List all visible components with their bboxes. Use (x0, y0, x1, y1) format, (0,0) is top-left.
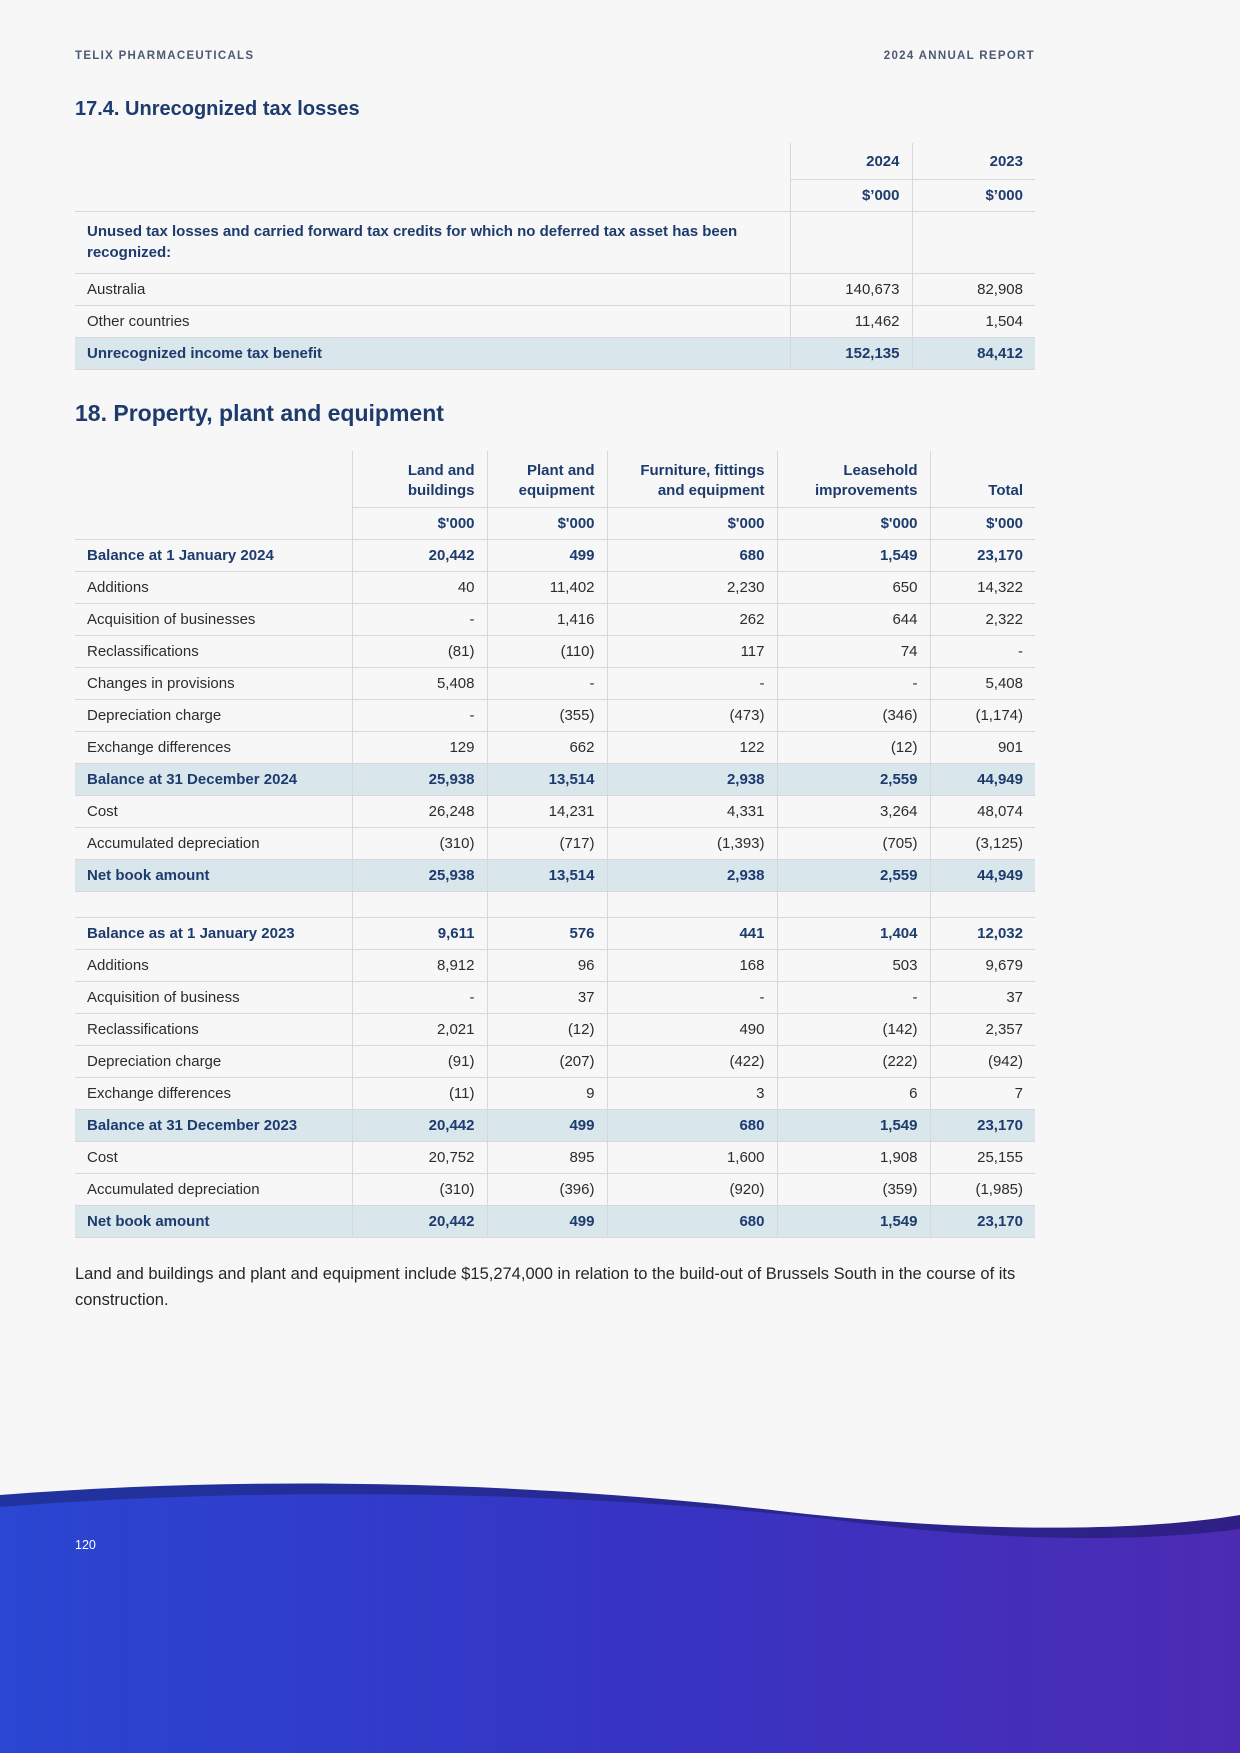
row-value: 20,752 (352, 1142, 487, 1174)
page-header (75, 50, 1035, 62)
row-value: (346) (777, 700, 930, 732)
row-value: (12) (487, 1014, 607, 1046)
empty-header-cell (75, 180, 790, 212)
property-plant-equipment-table (75, 451, 1035, 1238)
row-value: - (487, 668, 607, 700)
table-row (75, 892, 1035, 918)
row-value: - (352, 700, 487, 732)
row-value: (355) (487, 700, 607, 732)
row-value: 37 (487, 982, 607, 1014)
table-row (75, 1014, 1035, 1046)
row-label: Accumulated depreciation (75, 1174, 352, 1206)
row-label: Acquisition of businesses (75, 604, 352, 636)
row-value: 23,170 (930, 1206, 1035, 1238)
row-label: Reclassifications (75, 1014, 352, 1046)
row-value: 499 (487, 540, 607, 572)
row-value: 152,135 (790, 338, 912, 370)
row-value: - (777, 982, 930, 1014)
row-value: 1,504 (912, 306, 1035, 338)
row-value: (12) (777, 732, 930, 764)
row-value: 25,938 (352, 764, 487, 796)
row-value: 2,938 (607, 764, 777, 796)
row-value: 84,412 (912, 338, 1035, 370)
table-row (75, 1110, 1035, 1142)
row-value: (705) (777, 828, 930, 860)
row-value (930, 892, 1035, 918)
row-value: 2,357 (930, 1014, 1035, 1046)
row-value: 2,230 (607, 572, 777, 604)
row-value: - (607, 982, 777, 1014)
table-row (75, 1046, 1035, 1078)
empty-header-cell (75, 508, 352, 540)
row-value: 20,442 (352, 1110, 487, 1142)
row-value: 503 (777, 950, 930, 982)
row-value: 1,404 (777, 918, 930, 950)
row-value: (142) (777, 1014, 930, 1046)
row-value: (473) (607, 700, 777, 732)
row-value: 2,021 (352, 1014, 487, 1046)
row-value: 499 (487, 1110, 607, 1142)
row-value: 662 (487, 732, 607, 764)
row-value: (920) (607, 1174, 777, 1206)
row-value: 5,408 (352, 668, 487, 700)
row-value: 13,514 (487, 764, 607, 796)
row-value: 1,908 (777, 1142, 930, 1174)
row-label: Depreciation charge (75, 700, 352, 732)
row-value: 901 (930, 732, 1035, 764)
row-value: - (352, 604, 487, 636)
section-18-title: 18. Property, plant and equipment (75, 400, 444, 426)
row-value: 5,408 (930, 668, 1035, 700)
row-value: - (607, 668, 777, 700)
column-header-leasehold: Leasehold improvements (777, 451, 930, 508)
row-label: Balance at 31 December 2024 (75, 764, 352, 796)
row-value: 25,155 (930, 1142, 1035, 1174)
year-column-header-2024: 2024 (790, 143, 912, 180)
row-value: 82,908 (912, 274, 1035, 306)
table-row (75, 796, 1035, 828)
row-value: (1,393) (607, 828, 777, 860)
row-value: 1,549 (777, 540, 930, 572)
row-label: Accumulated depreciation (75, 828, 352, 860)
row-value: 6 (777, 1078, 930, 1110)
row-value: 576 (487, 918, 607, 950)
row-value: - (777, 668, 930, 700)
row-value: (81) (352, 636, 487, 668)
row-value: 23,170 (930, 540, 1035, 572)
row-label: Balance at 31 December 2023 (75, 1110, 352, 1142)
row-value: 13,514 (487, 860, 607, 892)
unit-header: $'000 (487, 508, 607, 540)
row-value: 2,559 (777, 764, 930, 796)
row-value: 44,949 (930, 860, 1035, 892)
row-value: 895 (487, 1142, 607, 1174)
row-value: 2,322 (930, 604, 1035, 636)
row-value: 14,322 (930, 572, 1035, 604)
table-row (75, 668, 1035, 700)
row-value: 140,673 (790, 274, 912, 306)
table-row (75, 1142, 1035, 1174)
row-value: 2,938 (607, 860, 777, 892)
row-value: (207) (487, 1046, 607, 1078)
row-label: Exchange differences (75, 732, 352, 764)
intro-text: Unused tax losses and carried forward tax credits for which no deferred tax asset has been recognized: (75, 212, 790, 274)
row-value: 644 (777, 604, 930, 636)
row-value: (222) (777, 1046, 930, 1078)
row-value: 9,679 (930, 950, 1035, 982)
row-value: 9,611 (352, 918, 487, 950)
row-value: 1,549 (777, 1206, 930, 1238)
row-value (777, 892, 930, 918)
unit-header: $’000 (912, 180, 1035, 212)
table-row (75, 1078, 1035, 1110)
table-row (75, 306, 1035, 338)
row-value: 2,559 (777, 860, 930, 892)
row-label: Reclassifications (75, 636, 352, 668)
row-label: Net book amount (75, 860, 352, 892)
row-value: (1,985) (930, 1174, 1035, 1206)
empty-header-cell (75, 451, 352, 508)
row-label (75, 892, 352, 918)
row-value: 48,074 (930, 796, 1035, 828)
row-value: (310) (352, 1174, 487, 1206)
table-row (75, 950, 1035, 982)
table-row (75, 918, 1035, 950)
year-column-header-2023: 2023 (912, 143, 1035, 180)
wave-graphic (0, 1481, 1240, 1753)
row-label: Balance at 1 January 2024 (75, 540, 352, 572)
row-label: Exchange differences (75, 1078, 352, 1110)
row-value: (717) (487, 828, 607, 860)
row-value: 680 (607, 1206, 777, 1238)
unit-header-row (75, 180, 1035, 212)
row-value: 262 (607, 604, 777, 636)
row-value: 74 (777, 636, 930, 668)
row-value: 20,442 (352, 1206, 487, 1238)
row-value: 9 (487, 1078, 607, 1110)
row-value: 37 (930, 982, 1035, 1014)
table-row (75, 1174, 1035, 1206)
footnote-text: Land and buildings and plant and equipment include $15,274,000 in relation to the build-out of Brussels South in the course of its construction. (75, 1265, 1016, 1309)
row-value: 11,402 (487, 572, 607, 604)
row-value: 3,264 (777, 796, 930, 828)
row-value: 129 (352, 732, 487, 764)
footer-wave (0, 1481, 1240, 1753)
row-value: 441 (607, 918, 777, 950)
row-value: (359) (777, 1174, 930, 1206)
table-row (75, 828, 1035, 860)
row-label: Cost (75, 796, 352, 828)
row-value: - (352, 982, 487, 1014)
row-label: Cost (75, 1142, 352, 1174)
row-value: 4,331 (607, 796, 777, 828)
column-header-total: Total (930, 451, 1035, 508)
row-label: Other countries (75, 306, 790, 338)
row-value: 650 (777, 572, 930, 604)
row-value (607, 892, 777, 918)
table-row (75, 860, 1035, 892)
row-value: 14,231 (487, 796, 607, 828)
row-value: 96 (487, 950, 607, 982)
unit-header: $'000 (930, 508, 1035, 540)
row-value: (110) (487, 636, 607, 668)
row-value (352, 892, 487, 918)
row-value: (396) (487, 1174, 607, 1206)
unit-header: $'000 (777, 508, 930, 540)
table-row (75, 540, 1035, 572)
intro-row (75, 212, 1035, 274)
unrecognized-tax-losses-table (75, 143, 1035, 370)
row-label: Additions (75, 572, 352, 604)
row-value: 8,912 (352, 950, 487, 982)
table-row (75, 274, 1035, 306)
row-value: 499 (487, 1206, 607, 1238)
empty-cell (790, 212, 912, 274)
row-value: 11,462 (790, 306, 912, 338)
column-header-land-buildings: Land and buildings (352, 451, 487, 508)
row-value: 122 (607, 732, 777, 764)
year-header-row (75, 143, 1035, 180)
table-row (75, 1206, 1035, 1238)
row-value: 23,170 (930, 1110, 1035, 1142)
row-label: Depreciation charge (75, 1046, 352, 1078)
row-label: Net book amount (75, 1206, 352, 1238)
row-value: 40 (352, 572, 487, 604)
column-header-plant-equipment: Plant and equipment (487, 451, 607, 508)
ppe-table-body (75, 540, 1035, 1238)
column-header-furniture-fittings: Furniture, fittings and equipment (607, 451, 777, 508)
row-value: 680 (607, 540, 777, 572)
row-value: 1,416 (487, 604, 607, 636)
row-value: 3 (607, 1078, 777, 1110)
row-value: 490 (607, 1014, 777, 1046)
row-value: (422) (607, 1046, 777, 1078)
unit-header: $'000 (352, 508, 487, 540)
row-value: 44,949 (930, 764, 1035, 796)
page-content (75, 0, 1035, 1313)
row-value (487, 892, 607, 918)
row-value: (3,125) (930, 828, 1035, 860)
row-value: 20,442 (352, 540, 487, 572)
header-report-title: 2024 ANNUAL REPORT (883, 50, 1035, 62)
row-value: (310) (352, 828, 487, 860)
tax-table-body (75, 274, 1035, 370)
row-label: Acquisition of business (75, 982, 352, 1014)
row-label: Additions (75, 950, 352, 982)
table-row (75, 764, 1035, 796)
row-value: 12,032 (930, 918, 1035, 950)
table-row (75, 982, 1035, 1014)
row-value: 25,938 (352, 860, 487, 892)
row-value: 26,248 (352, 796, 487, 828)
row-value: 1,600 (607, 1142, 777, 1174)
row-label: Australia (75, 274, 790, 306)
row-value: 168 (607, 950, 777, 982)
row-value: 680 (607, 1110, 777, 1142)
row-value: 1,549 (777, 1110, 930, 1142)
empty-cell (912, 212, 1035, 274)
row-label: Balance as at 1 January 2023 (75, 918, 352, 950)
header-company-name: TELIX PHARMACEUTICALS (75, 50, 255, 62)
unit-header-row (75, 508, 1035, 540)
page-number: 120 (75, 1538, 96, 1552)
row-value: 117 (607, 636, 777, 668)
table-row (75, 700, 1035, 732)
table-row (75, 338, 1035, 370)
row-value: - (930, 636, 1035, 668)
column-header-row (75, 451, 1035, 508)
unit-header: $'000 (607, 508, 777, 540)
table-row (75, 732, 1035, 764)
table-row (75, 636, 1035, 668)
row-label: Changes in provisions (75, 668, 352, 700)
row-label: Unrecognized income tax benefit (75, 338, 790, 370)
table-row (75, 572, 1035, 604)
row-value: (91) (352, 1046, 487, 1078)
row-value: (11) (352, 1078, 487, 1110)
row-value: (942) (930, 1046, 1035, 1078)
row-value: (1,174) (930, 700, 1035, 732)
unit-header: $’000 (790, 180, 912, 212)
table-row (75, 604, 1035, 636)
row-value: 7 (930, 1078, 1035, 1110)
empty-header-cell (75, 143, 790, 180)
section-17-4-title: 17.4. Unrecognized tax losses (75, 98, 360, 120)
